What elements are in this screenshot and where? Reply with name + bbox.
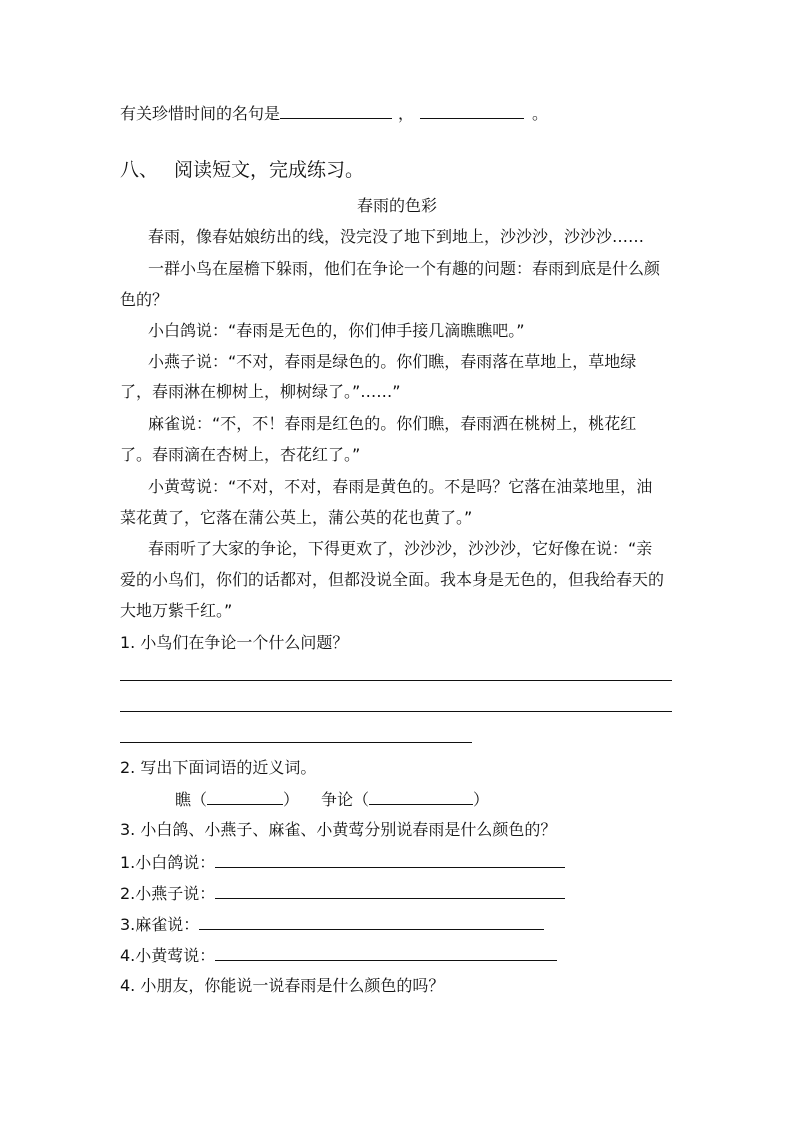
passage-line: 大地万紫千红。” [120,601,233,620]
quote-blank-2[interactable] [420,103,524,119]
passage-line: 一群小鸟在屋檐下躲雨，他们在争论一个有趣的问题：春雨到底是什么颜 [148,259,661,278]
famous-quote-prompt [120,103,548,124]
question-3: 3. 小白鸽、小燕子、麻雀、小黄莺分别说春雨是什么颜色的？ [120,820,557,839]
q3-item-label: 2.小燕子说： [120,884,216,903]
q3-item-swallow [120,883,565,904]
passage-line: 菜花黄了，它落在蒲公英上，蒲公英的花也黄了。” [120,508,473,527]
q1-answer-line-1[interactable] [120,680,672,681]
q3-answer-oriole[interactable] [215,945,557,961]
q3-item-sparrow [120,914,544,935]
quote-end: 。 [532,104,549,123]
q3-item-dove [120,852,565,873]
q3-answer-dove[interactable] [215,852,565,868]
passage-line: 小黄莺说：“不对，不对，春雨是黄色的。不是吗？它落在油菜地里，油 [148,477,653,496]
passage-line: 小白鸽说：“春雨是无色的，你们伸手接几滴瞧瞧吧。” [148,321,525,340]
section-8-number: 八、 [120,159,159,181]
question-2: 2. 写出下面词语的近义词。 [120,758,317,777]
passage-line: 麻雀说：“不，不！春雨是红色的。你们瞧，春雨洒在桃树上，桃花红 [148,414,637,433]
synonym-word-1: 瞧（ [175,790,208,809]
question-1: 1. 小鸟们在争论一个什么问题？ [120,633,349,652]
passage-line: 小燕子说：“不对，春雨是绿色的。你们瞧，春雨落在草地上，草地绿 [148,352,637,371]
q3-item-oriole [120,945,557,966]
synonym-close-2: ） [473,790,490,809]
passage-line: 爱的小鸟们，你们的话都对，但都没说全面。我本身是无色的，但我给春天的 [120,570,665,589]
synonym-row [175,789,489,810]
passage-title: 春雨的色彩 [356,196,437,215]
passage-line: 了，春雨淋在柳树上，柳树绿了。”……” [120,382,401,401]
section-8-title: 阅读短文，完成练习。 [174,159,365,181]
q3-item-label: 4.小黄莺说： [120,946,216,965]
synonym-close-1: ） [283,790,300,809]
quote-blank-1[interactable] [280,103,392,119]
q1-answer-line-2[interactable] [120,711,672,712]
passage-line: 春雨，像春姑娘纺出的线，没完没了地下到地上，沙沙沙，沙沙沙…… [148,227,645,246]
question-4: 4. 小朋友，你能说一说春雨是什么颜色的吗？ [120,976,445,995]
synonym-blank-1[interactable] [207,789,283,805]
q3-answer-swallow[interactable] [215,883,565,899]
quote-prompt-text: 有关珍惜时间的名句是 [120,104,281,123]
passage-line: 色的？ [120,290,169,309]
q3-answer-sparrow[interactable] [199,914,544,930]
q3-item-label: 1.小白鸽说： [120,853,216,872]
synonym-word-2: 争论（ [321,790,370,809]
passage-line: 春雨听了大家的争论，下得更欢了，沙沙沙，沙沙沙，它好像在说：“亲 [148,539,653,558]
q1-answer-line-3[interactable] [120,742,472,743]
section-8-heading [120,158,364,182]
synonym-blank-2[interactable] [369,789,473,805]
q3-item-label: 3.麻雀说： [120,915,200,934]
passage-line: 了。春雨滴在杏树上，杏花红了。” [120,445,361,464]
quote-comma: ， [398,104,415,123]
